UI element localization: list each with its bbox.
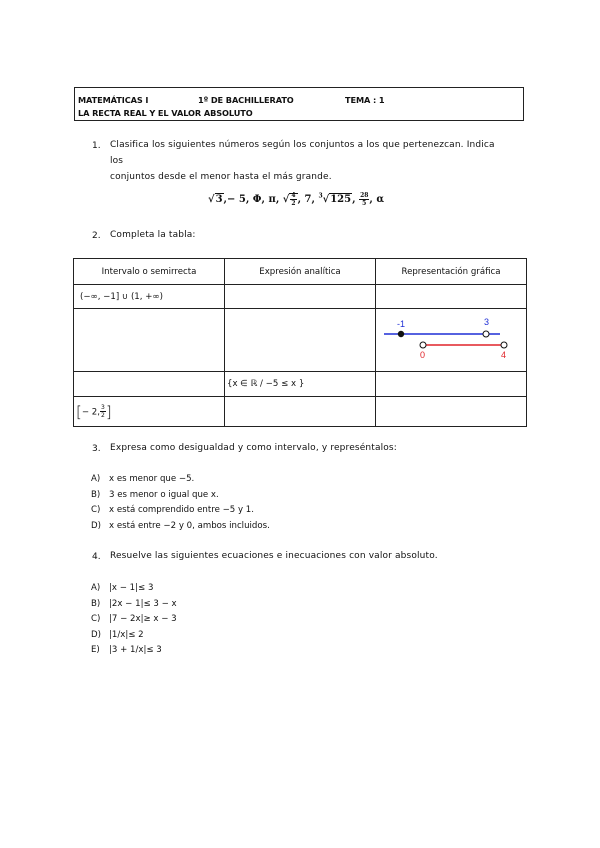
table-row bbox=[74, 285, 527, 309]
q3-number: 3. bbox=[92, 444, 101, 454]
q3-text: Expresa como desigualdad y como intervalo, y represéntalos: bbox=[110, 443, 397, 453]
list-item: D) |1/x|≤ 2 bbox=[91, 629, 144, 640]
row4-interval: [− 2, $\frac{3}{2}$ ] bbox=[74, 397, 225, 427]
red-left-label: 0 bbox=[420, 350, 426, 360]
list-item: A) x es menor que −5. bbox=[91, 474, 195, 484]
q1-text-line2: conjuntos desde el menor hasta el más grande. bbox=[110, 172, 332, 182]
row3-graph-blank[interactable] bbox=[376, 372, 527, 397]
blue-right-open-dot bbox=[483, 331, 489, 337]
blue-left-label: -1 bbox=[397, 319, 406, 329]
row3-interval-blank[interactable] bbox=[74, 372, 225, 397]
subject-label: MATEMÁTICAS I bbox=[78, 95, 149, 105]
alpha: , α bbox=[369, 194, 385, 205]
red-right-label: 4 bbox=[501, 350, 507, 360]
list-item: C) x está comprendido entre −5 y 1. bbox=[91, 505, 255, 515]
blue-right-label: 3 bbox=[484, 317, 490, 327]
red-left-open-dot bbox=[420, 342, 426, 348]
topic-title: LA RECTA REAL Y EL VALOR ABSOLUTO bbox=[78, 108, 253, 118]
q3-list bbox=[91, 472, 270, 534]
col-header-expression: Expresión analítica bbox=[225, 259, 376, 285]
phi: Φ, bbox=[249, 194, 266, 205]
number-line-graph bbox=[376, 309, 527, 371]
q4-list bbox=[91, 581, 177, 659]
minus5: ,− 5, bbox=[223, 194, 250, 205]
list-item: B) |2x − 1|≤ 3 − x bbox=[91, 598, 177, 609]
pi: π, bbox=[265, 194, 280, 205]
row1-interval: (−∞, −1] ∪ (1, +∞) bbox=[74, 285, 225, 309]
q1-numbers: √3,− 5, Φ, π, √ $\frac{4}{2}$ , 7, $^3$√125, $\frac{28}{5}$ , α bbox=[208, 192, 385, 207]
red-right-open-dot bbox=[501, 342, 507, 348]
seven: , 7, bbox=[297, 194, 315, 205]
q2-number: 2. bbox=[92, 231, 101, 241]
table-header-row bbox=[74, 259, 527, 285]
row4-graph-blank[interactable] bbox=[376, 397, 527, 427]
row2-expression-blank[interactable] bbox=[225, 309, 376, 372]
list-item: B) 3 es menor o igual que x. bbox=[91, 489, 219, 500]
list-item: D) x está entre −2 y 0, ambos incluidos. bbox=[91, 520, 270, 531]
course-label: 1º DE BACHILLERATO bbox=[198, 95, 294, 105]
frac-4-2: $\frac{4}{2}$ bbox=[291, 192, 296, 207]
table-row bbox=[74, 309, 527, 372]
cuberoot-index: 3 bbox=[318, 192, 323, 200]
blue-left-closed-dot bbox=[398, 331, 404, 337]
sqrt3: 3 bbox=[215, 194, 223, 205]
cuberoot-rad: 125 bbox=[330, 194, 352, 205]
table-row bbox=[74, 397, 527, 427]
q4-number: 4. bbox=[92, 552, 101, 562]
table-row bbox=[74, 372, 527, 397]
topic-number: TEMA : 1 bbox=[345, 95, 385, 105]
row1-expression-blank[interactable] bbox=[225, 285, 376, 309]
list-item: A) |x − 1|≤ 3 bbox=[91, 583, 154, 593]
col-header-graph: Representación gráfica bbox=[376, 259, 527, 285]
q2-text: Completa la tabla: bbox=[110, 230, 196, 240]
intervals-table bbox=[73, 258, 527, 427]
header-box bbox=[74, 87, 524, 121]
row2-interval-blank[interactable] bbox=[74, 309, 225, 372]
q1-number: 1. bbox=[92, 141, 101, 151]
list-item: C) |7 − 2x|≥ x − 3 bbox=[91, 614, 177, 624]
q1-text-line1: Clasifica los siguientes números según los conjuntos a los que pertenezcan. Indica los bbox=[110, 140, 495, 166]
q1-text bbox=[110, 137, 510, 185]
row4-expression-blank[interactable] bbox=[225, 397, 376, 427]
row3-expression: {x ∈ ℝ / −5 ≤ x } bbox=[225, 372, 376, 397]
col-header-interval: Intervalo o semirrecta bbox=[74, 259, 225, 285]
row1-graph-blank[interactable] bbox=[376, 285, 527, 309]
q4-text: Resuelve las siguientes ecuaciones e inecuaciones con valor absoluto. bbox=[110, 551, 438, 561]
row2-graph bbox=[376, 309, 527, 372]
frac-28-5: $\frac{28}{5}$ bbox=[360, 192, 369, 207]
list-item: E) |3 + 1/x|≤ 3 bbox=[91, 645, 162, 655]
